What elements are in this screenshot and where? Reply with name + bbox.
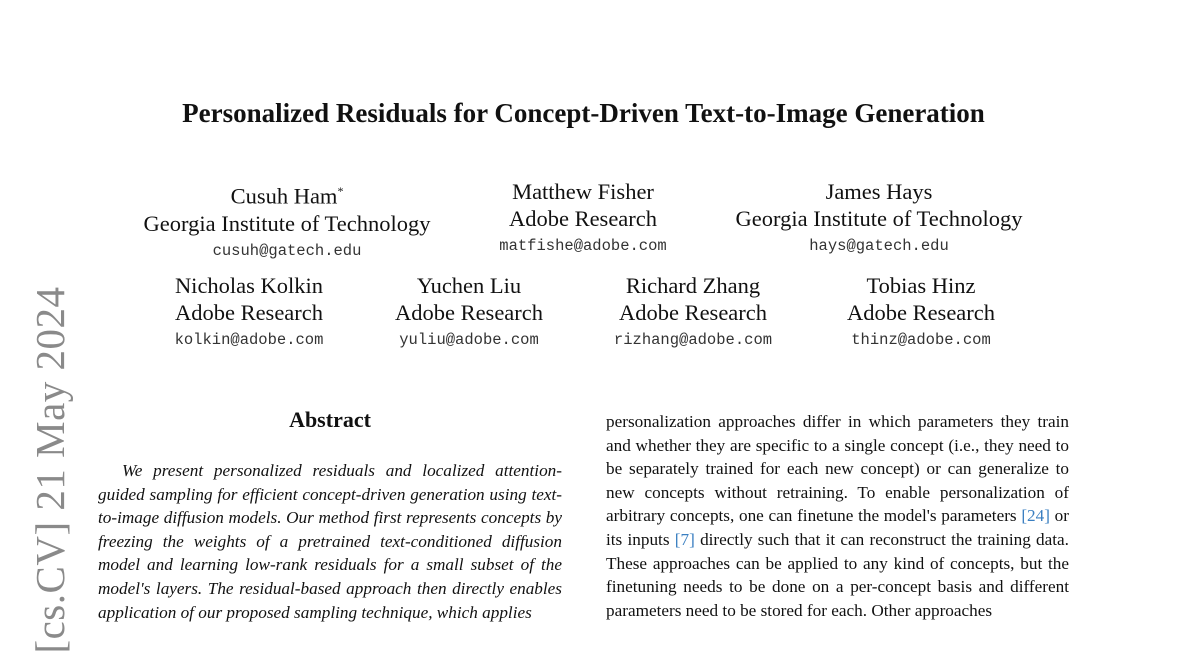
author-email: rizhang@adobe.com [613, 331, 773, 349]
author-email: hays@gatech.edu [809, 237, 949, 255]
author-name: Matthew Fisher [512, 179, 654, 204]
intro-paragraph [606, 410, 1069, 622]
author-name: Tobias Hinz [866, 273, 976, 298]
author-email: thinz@adobe.com [851, 331, 991, 349]
author-affiliation: Adobe Research [394, 300, 544, 325]
author-email: yuliu@adobe.com [399, 331, 539, 349]
author-affiliation: Adobe Research [846, 300, 996, 325]
citation-link[interactable]: [7] [674, 529, 695, 549]
arxiv-stamp: [cs.CV] 21 May 2024 [27, 286, 73, 654]
author-block [137, 178, 437, 261]
author-email: matfishe@adobe.com [499, 237, 667, 255]
author-name: Nicholas Kolkin [174, 273, 324, 298]
author-affiliation: Adobe Research [508, 206, 658, 231]
author-block [149, 272, 349, 350]
citation-link[interactable]: [24] [1021, 506, 1050, 526]
author-name: Richard Zhang [625, 273, 761, 298]
abstract-text: We present personalized residuals and localized attention-guided sampling for efficient concept-driven generation using text-to-image diffusion models. Our method first represents concepts by freezing the weights of a pretrained text-conditioned diffusion model and learning low-rank residuals for a small subset of the model's layers. The residual-based approach then directly enables application of our proposed sampling technique, which applies [98, 461, 562, 622]
author-name: James Hays [825, 179, 933, 204]
author-affiliation: Adobe Research [618, 300, 768, 325]
author-block [821, 272, 1021, 350]
intro-text: personalization approaches differ in which parameters they train and whether they are specific to a single concept (i.e., they need to be separately trained for each new concept) or can generalize to new concepts without retraining. To enable personalization of arbitrary concepts, one can finetune the model's parameters [606, 412, 1069, 526]
abstract-heading: Abstract [289, 407, 371, 432]
author-affiliation: Adobe Research [174, 300, 324, 325]
author-name: Yuchen Liu [416, 273, 522, 298]
intro-text: or its inputs [606, 506, 1069, 549]
author-name: Cusuh Ham* [230, 183, 344, 209]
author-affiliation: Georgia Institute of Technology [735, 206, 1023, 231]
corresponding-author-mark: * [337, 184, 344, 198]
author-block [369, 272, 569, 350]
author-affiliation: Georgia Institute of Technology [143, 210, 431, 236]
intro-text: directly such that it can reconstruct the training data. These approaches can be applied to any kind of concepts, but the finetuning needs to be done on a per-concept basis and different parameters need to be stored for each. Other approaches [606, 529, 1069, 620]
author-email: cusuh@gatech.edu [212, 241, 362, 260]
paper-title: Personalized Residuals for Concept-Driven Text-to-Image Generation [182, 98, 985, 128]
author-block [483, 178, 683, 256]
author-block [729, 178, 1029, 256]
author-block [593, 272, 793, 350]
author-email: kolkin@adobe.com [174, 331, 324, 349]
